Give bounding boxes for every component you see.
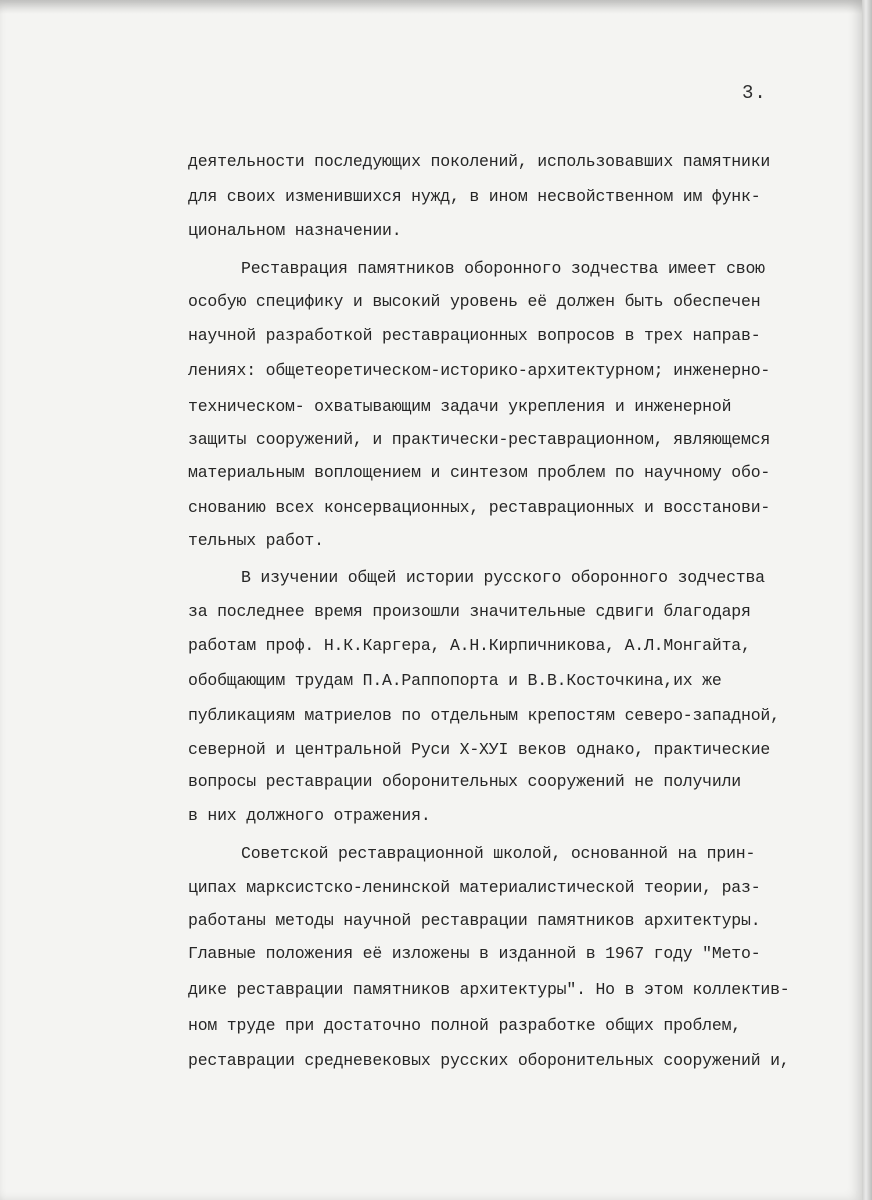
text-line: защиты сооружений, и практически-реставрационном, являющемся — [188, 430, 771, 449]
text-line: за последнее время произошли значительные сдвиги благодаря — [188, 602, 751, 621]
page-number: 3. — [742, 82, 767, 104]
text-line: материальным воплощением и синтезом проблем по научному обо- — [188, 463, 771, 482]
text-line: тельных работ. — [188, 531, 324, 550]
text-line: научной разработкой реставрационных вопросов в трех направ- — [188, 326, 761, 345]
text-line: снованию всех консервационных, реставрационных и восстанови- — [188, 498, 771, 517]
text-line: циональном назначении. — [188, 221, 402, 240]
text-line: деятельности последующих поколений, использовавших памятники — [188, 152, 771, 171]
text-line: Советской реставрационной школой, основанной на прин- — [241, 844, 756, 863]
text-line: ципах марксистско-ленинской материалистической теории, раз- — [188, 878, 761, 897]
text-line: работаны методы научной реставрации памятников архитектуры. — [188, 911, 761, 930]
text-line: техническом- охватывающим задачи укрепления и инженерной — [188, 397, 732, 416]
text-line: вопросы реставрации оборонительных сооружений не получили — [188, 772, 741, 791]
text-line: для своих изменившихся нужд, в ином несвойственном им функ- — [188, 187, 761, 206]
scan-top-shadow — [0, 0, 862, 14]
text-line: лениях: общетеоретическом-историко-архитектурном; инженерно- — [188, 361, 771, 380]
text-line: работам проф. Н.К.Каргера, А.Н.Кирпичникова, А.Л.Монгайта, — [188, 636, 751, 655]
text-line: Реставрация памятников оборонного зодчества имеет свою — [241, 259, 765, 278]
text-line: в них должного отражения. — [188, 806, 431, 825]
text-line: северной и центральной Руси Х-ХУI веков однако, практические — [188, 740, 771, 759]
text-line: дике реставрации памятников архитектуры". Но в этом коллектив- — [188, 980, 790, 999]
text-line: обобщающим трудам П.А.Раппопорта и В.В.Косточкина,их же — [188, 671, 722, 690]
text-line: В изучении общей истории русского оборонного зодчества — [241, 568, 765, 587]
text-line: Главные положения её изложены в изданной в 1967 году "Мето- — [188, 944, 761, 963]
text-line: публикациям матриелов по отдельным крепостям северо-западной, — [188, 706, 780, 725]
text-line: ном труде при достаточно полной разработке общих проблем, — [188, 1016, 741, 1035]
text-line: особую специфику и высокий уровень её должен быть обеспечен — [188, 292, 761, 311]
scan-right-edge — [862, 0, 872, 1200]
text-line: реставрации средневековых русских оборонительных сооружений и, — [188, 1051, 790, 1070]
